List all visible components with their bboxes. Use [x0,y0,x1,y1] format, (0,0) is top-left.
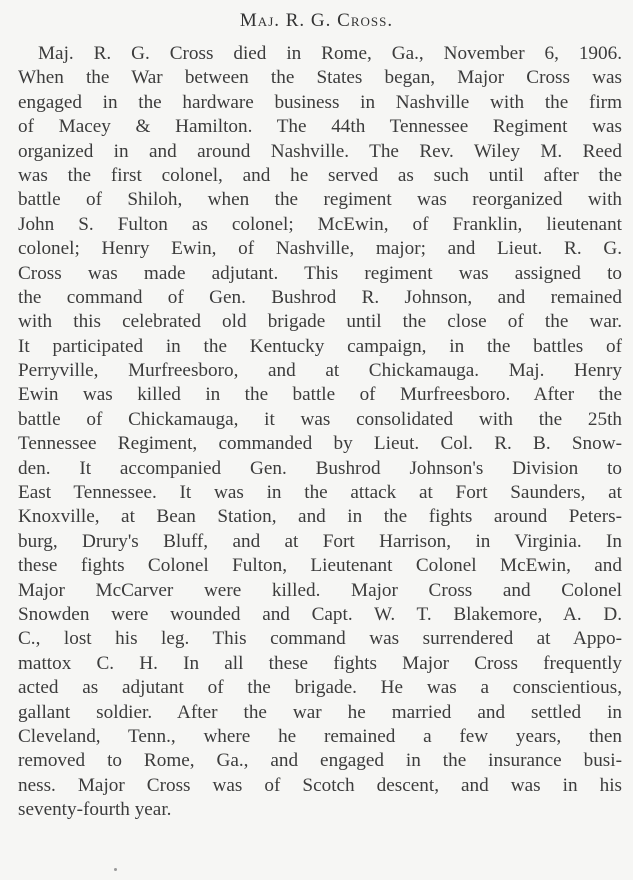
text-line: seventy-fourth year. [18,799,172,821]
text-line: burg, Drury's Bluff, and at Fort Harrison, in Virginia. In [18,530,622,552]
text-line: Snowden were wounded and Capt. W. T. Blakemore, A. D. [18,603,622,625]
article-body [18,42,622,823]
text-line: Maj. R. G. Cross died in Rome, Ga., November 6, 1906. [38,43,622,64]
text-line: colonel; Henry Ewin, of Nashville, major; and Lieut. R. G. [18,238,622,260]
print-speck [114,868,117,871]
text-line: battle of Shiloh, when the regiment was reorganized with [18,189,622,211]
text-line: It participated in the Kentucky campaign, in the battles of [18,335,622,357]
text-line: mattox C. H. In all these fights Major Cross frequently [18,652,622,674]
text-line: Major McCarver were killed. Major Cross and Colonel [18,579,622,601]
text-line: Tennessee Regiment, commanded by Lieut. Col. R. B. Snow- [18,433,622,455]
text-line: gallant soldier. After the war he married and settled in [18,701,622,723]
text-line: Knoxville, at Bean Station, and in the fights around Peters- [18,506,622,528]
text-line: John S. Fulton as colonel; McEwin, of Franklin, lieutenant [18,213,622,235]
text-line: organized in and around Nashville. The Rev. Wiley M. Reed [18,140,622,162]
text-line: acted as adjutant of the brigade. He was a conscientious, [18,677,622,699]
text-line: with this celebrated old brigade until the close of the war. [18,311,622,333]
text-line: den. It accompanied Gen. Bushrod Johnson's Division to [18,457,622,479]
text-line: was the first colonel, and he served as such until after the [18,164,622,186]
article-title: Maj. R. G. Cross. [239,10,394,31]
text-line: of Macey & Hamilton. The 44th Tennessee Regiment was [18,116,622,138]
text-line: battle of Chickamauga, it was consolidated with the 25th [18,408,622,430]
text-line: When the War between the States began, Major Cross was [18,67,622,89]
text-line: ness. Major Cross was of Scotch descent, and was in his [18,774,622,796]
text-line: Ewin was killed in the battle of Murfreesboro. After the [18,384,622,406]
text-line: Cross was made adjutant. This regiment was assigned to [18,262,622,284]
text-line: Cleveland, Tenn., where he remained a few years, then [18,725,622,747]
text-line: the command of Gen. Bushrod R. Johnson, and remained [18,286,622,308]
text-line: removed to Rome, Ga., and engaged in the insurance busi- [18,750,622,772]
text-line: these fights Colonel Fulton, Lieutenant Colonel McEwin, and [18,555,622,577]
text-line: Perryville, Murfreesboro, and at Chickamauga. Maj. Henry [18,360,622,382]
text-line: engaged in the hardware business in Nashville with the firm [18,91,622,113]
text-line: C., lost his leg. This command was surrendered at Appo- [18,628,622,650]
text-line: East Tennessee. It was in the attack at Fort Saunders, at [18,482,622,504]
